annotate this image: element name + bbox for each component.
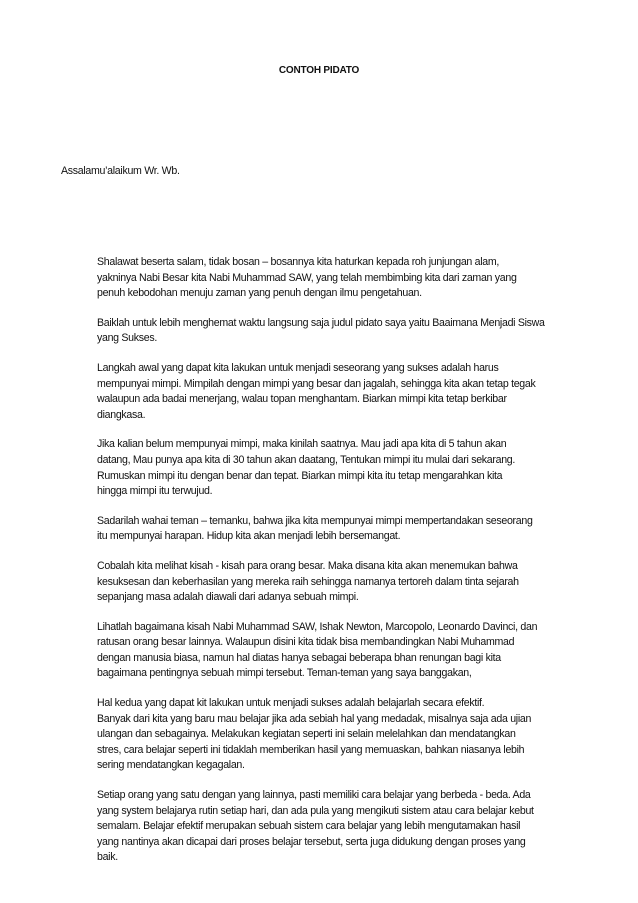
- speech-paragraph: [97, 316, 589, 347]
- paragraph-line: Lihatlah bagaimana kisah Nabi Muhammad SAW, Ishak Newton, Marcopolo, Leonardo Davinci, dan: [97, 620, 538, 633]
- paragraph-line: yang nantinya akan dicapai dari proses belajar tersebut, serta juga didukung dengan proses yang: [97, 835, 526, 848]
- paragraph-line: Banyak dari kita yang baru mau belajar jika ada sebiah hal yang medadak, misalnya saja ada ujian: [97, 712, 532, 725]
- greeting-line: Assalamu’alaikum Wr. Wb.: [61, 165, 180, 177]
- paragraph-line: dengan manusia biasa, namun hal diatas hanya sebagai beberapa bhan renungan bagi kita: [97, 651, 501, 664]
- paragraph-line: Baiklah untuk lebih menghemat waktu langsung saja judul pidato saya yaitu Baaimana Menjadi Siswa: [97, 316, 545, 329]
- paragraph-line: datang, Mau punya apa kita di 30 tahun akan daatang, Tentukan mimpi itu mulai dari sekarang.: [97, 453, 516, 466]
- speech-paragraph: [97, 255, 589, 302]
- paragraph-line: Setiap orang yang satu dengan yang lainnya, pasti memiliki cara belajar yang berbeda - beda. Ada: [97, 789, 531, 802]
- paragraph-line: ulangan dan sebagainya. Melakukan kegiatan seperti ini selain melelahkan dan mendatangkan: [97, 728, 516, 741]
- paragraph-line: semalam. Belajar efektif merupakan sebuah sistem cara belajar yang lebih mengutamakan hasil: [97, 820, 521, 833]
- paragraph-line: walaupun ada badai menerjang, walau topan menghantam. Biarkan mimpi kita tetap berkibar: [97, 393, 507, 406]
- paragraph-line: Sadarilah wahai teman – temanku, bahwa jika kita mempunyai mimpi mempertandakan seseorang: [97, 514, 533, 527]
- speech-paragraph: [97, 620, 589, 682]
- speech-paragraph: [97, 437, 589, 499]
- paragraph-line: yang Sukses.: [97, 332, 157, 345]
- speech-paragraph: [97, 559, 589, 606]
- paragraph-line: Langkah awal yang dapat kita lakukan untuk menjadi seseorang yang sukses adalah harus: [97, 361, 499, 374]
- paragraph-line: bagaimana pentingnya sebuah mimpi tersebut. Teman-teman yang saya banggakan,: [97, 667, 472, 680]
- paragraph-line: sepanjang masa adalah diawali dari adanya sebuah mimpi.: [97, 591, 359, 604]
- paragraph-line: mempunyai mimpi. Mimpilah dengan mimpi yang besar dan jagalah, sehingga kita akan tetap tegak: [97, 377, 536, 390]
- paragraph-line: itu mempunyai harapan. Hidup kita akan menjadi lebih bersemangat.: [97, 530, 401, 543]
- speech-paragraph: [97, 696, 589, 774]
- paragraph-line: ratusan orang besar lainnya. Walaupun disini kita tidak bisa membandingkan Nabi Muhammad: [97, 636, 515, 649]
- paragraph-line: stres, cara belajar seperti ini tidaklah memberikan hasil yang memuaskan, bahkan niasanya lebih: [97, 743, 525, 756]
- paragraph-line: penuh kebodohan menuju zaman yang penuh dengan ilmu pengetahuan.: [97, 287, 422, 300]
- paragraph-line: baik.: [97, 851, 118, 864]
- paragraph-line: Jika kalian belum mempunyai mimpi, maka kinilah saatnya. Mau jadi apa kita di 5 tahun akan: [97, 438, 507, 451]
- speech-paragraph: [97, 514, 589, 545]
- speech-paragraph: [97, 788, 589, 866]
- paragraph-line: Shalawat beserta salam, tidak bosan – bosannya kita haturkan kepada roh junjungan alam,: [97, 256, 500, 268]
- speech-body: [97, 255, 589, 880]
- paragraph-line: Hal kedua yang dapat kit lakukan untuk menjadi sukses adalah belajarlah secara efektif.: [97, 697, 485, 710]
- paragraph-line: Cobalah kita melihat kisah - kisah para orang besar. Maka disana kita akan menemukan bahwa: [97, 559, 518, 572]
- paragraph-line: hingga mimpi itu terwujud.: [97, 485, 213, 498]
- paragraph-line: Rumuskan mimpi itu dengan benar dan tepat. Biarkan mimpi kita itu tetap mengarahkan kita: [97, 469, 503, 482]
- document-title: CONTOH PIDATO: [278, 65, 360, 76]
- paragraph-line: yakninya Nabi Besar kita Nabi Muhammad SAW, yang telah membimbing kita dari zaman yang: [97, 271, 517, 284]
- paragraph-line: diangkasa.: [97, 408, 146, 421]
- paragraph-line: sering mendatangkan kegagalan.: [97, 759, 245, 772]
- paragraph-line: kesuksesan dan keberhasilan yang mereka raih sehingga namanya tertoreh dalam tinta sejarah: [97, 575, 519, 588]
- speech-paragraph: [97, 361, 589, 423]
- paragraph-line: yang system belajarya rutin setiap hari, dan ada pula yang mengikuti sistem atau cara belajar kebut: [97, 804, 534, 817]
